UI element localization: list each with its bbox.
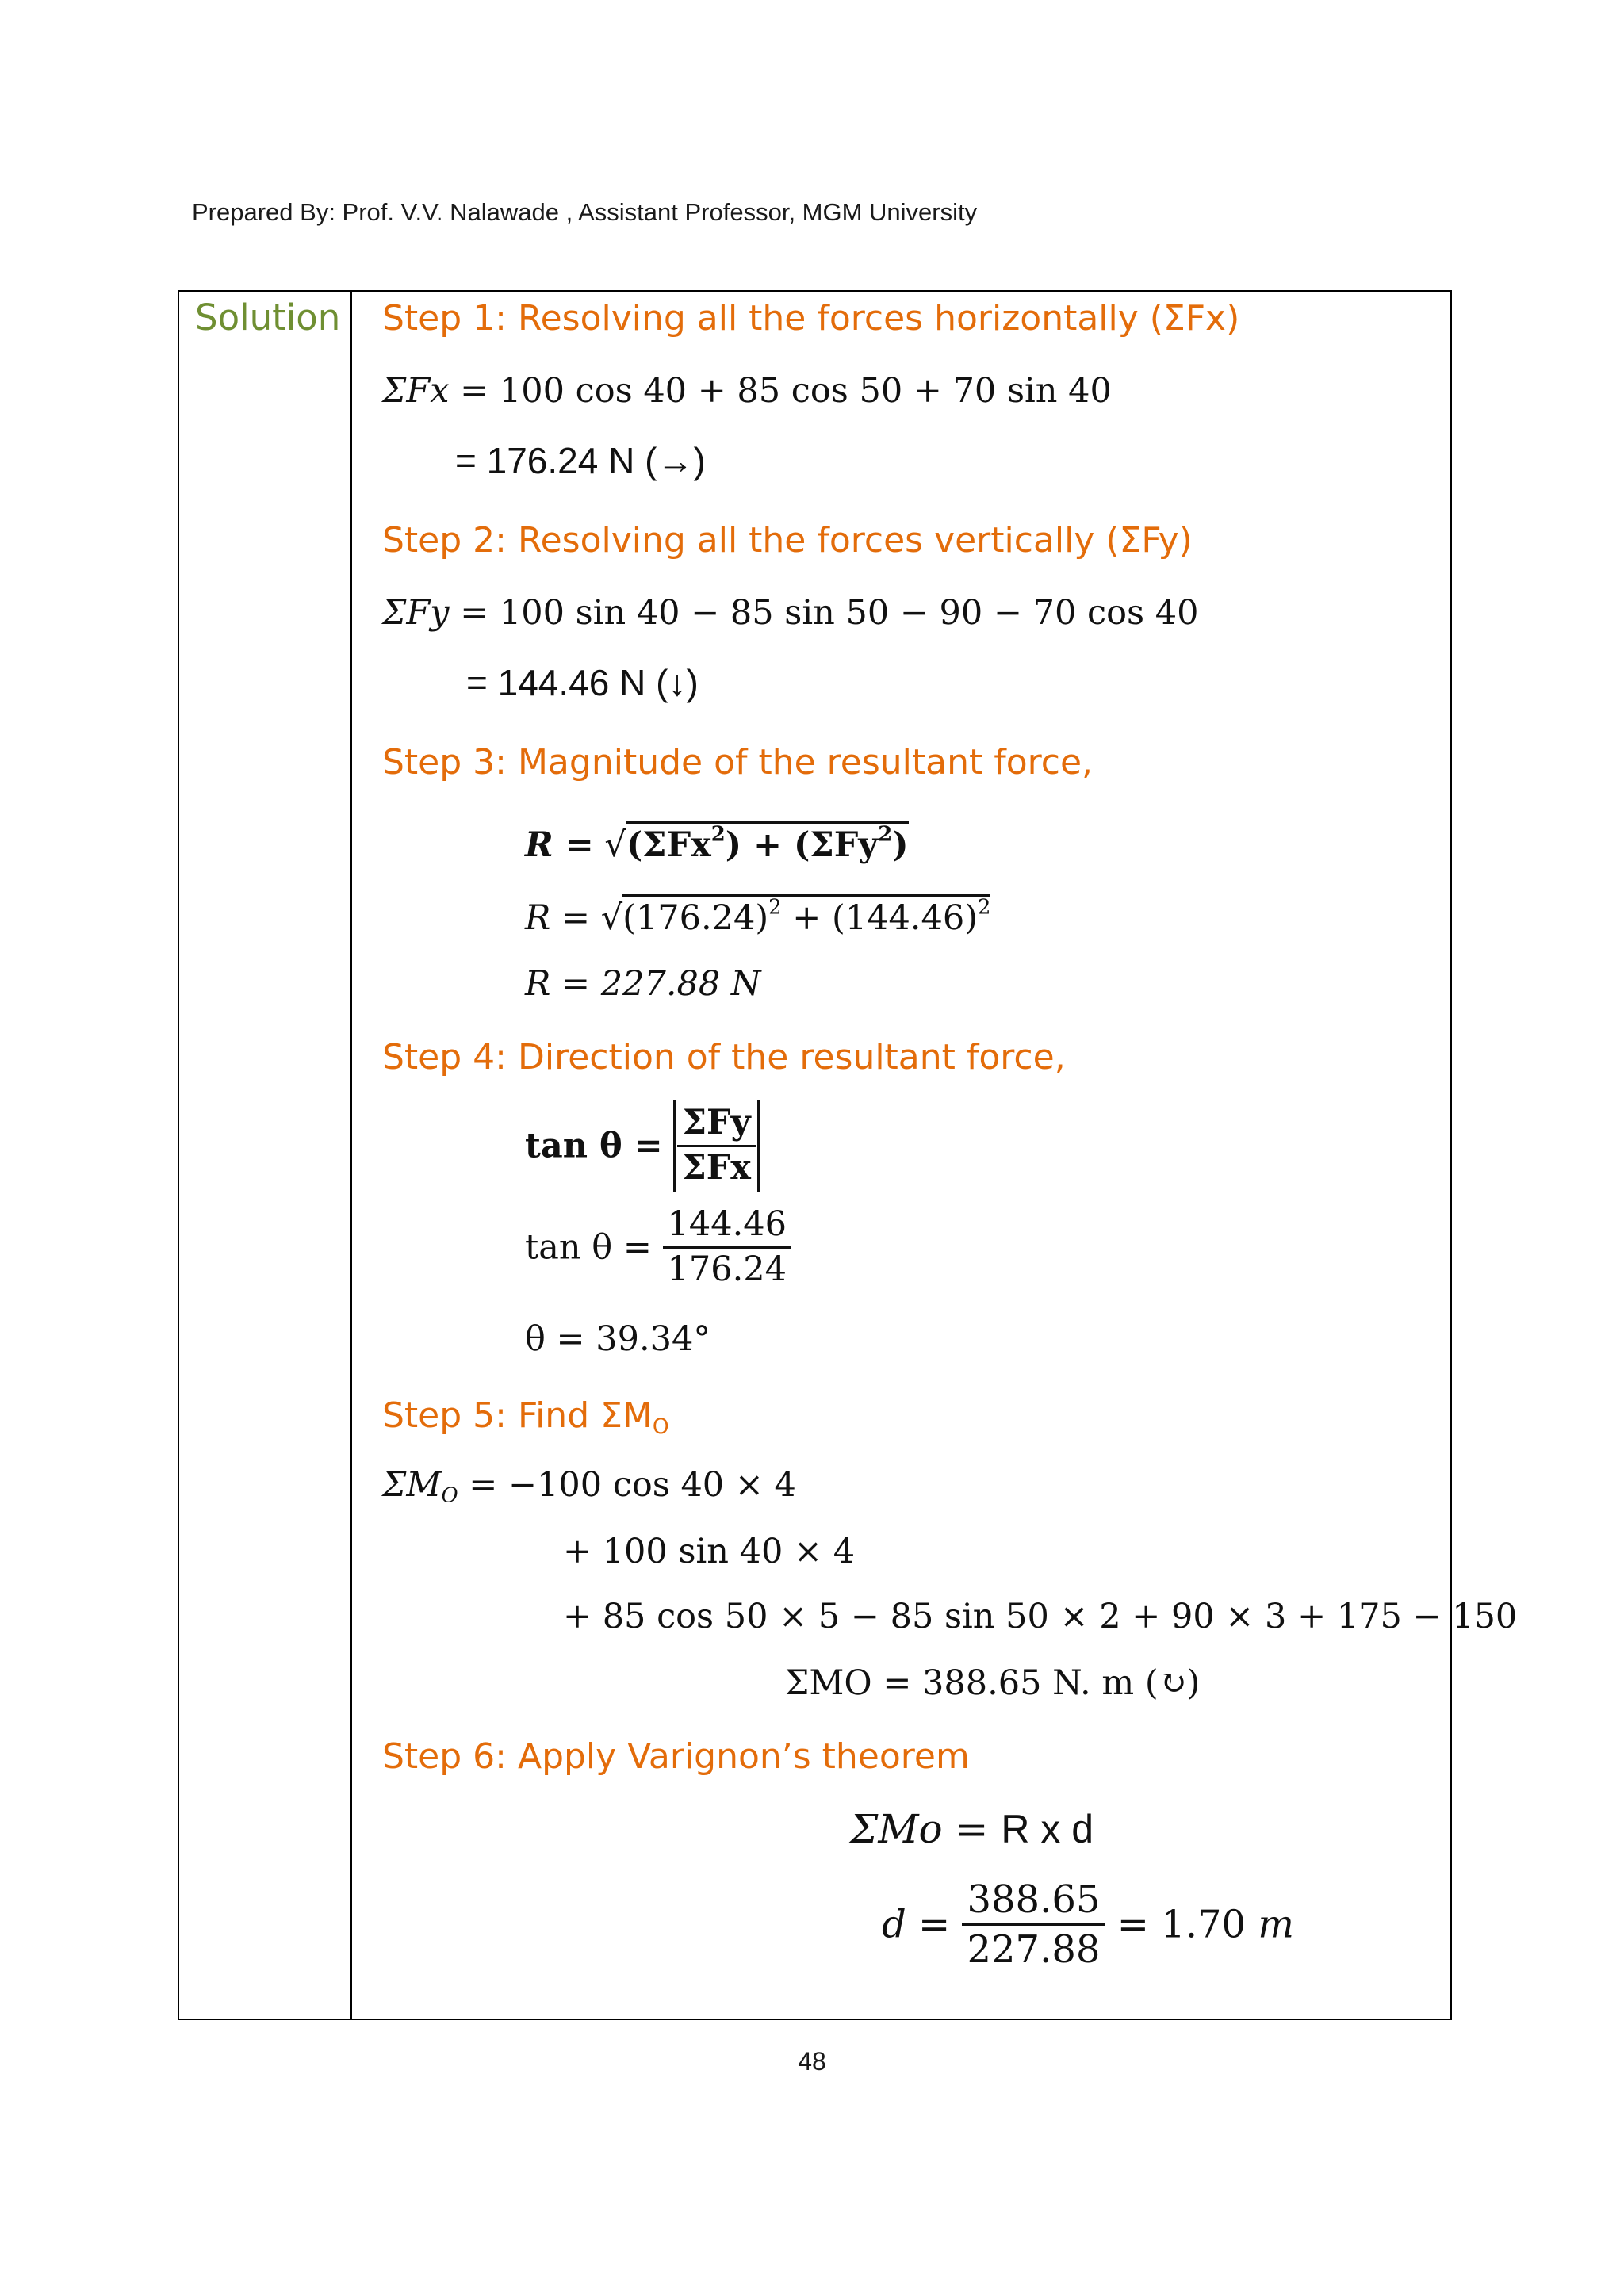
distance-equation: d = $\frac{388.65}{227.88}$ = 1.70 m bbox=[882, 1877, 1294, 1972]
sum-fx-result: = 176.24 N (→) bbox=[455, 440, 706, 481]
sqrt-symbol: √(ΣFx$^2$) + (ΣFy$^2$) bbox=[604, 822, 909, 865]
sum-fx-rhs: = 100 cos 40 + 85 cos 50 + 70 sin 40 bbox=[460, 371, 1112, 411]
solution-content bbox=[366, 292, 1518, 2019]
moment-equation-line-1: $\Sigma M_O = -100$ cos 40 × 4 bbox=[382, 1465, 796, 1508]
moment-result: ΣMO = 388.65 N. m (↻) bbox=[785, 1663, 1201, 1703]
resultant-substitution bbox=[525, 894, 990, 938]
tan-substitution-lhs: tan θ = bbox=[525, 1227, 652, 1268]
distance-fraction: $\frac{388.65}{227.88}$ bbox=[962, 1876, 1105, 1973]
column-divider bbox=[350, 292, 352, 2019]
moment-equation-line-2: + 100 sin 40 × 4 bbox=[563, 1532, 856, 1571]
step-1-heading: Step 1: Resolving all the forces horizontally (ΣFx) bbox=[382, 298, 1240, 339]
page-number: 48 bbox=[798, 2047, 826, 2076]
step-5-heading: Step 5: Find $\Sigma M_O$ bbox=[382, 1395, 669, 1439]
solution-table bbox=[178, 290, 1518, 2020]
sum-fy-result: = 144.46 N (↓) bbox=[466, 662, 699, 703]
absolute-value-bars: $\frac{\text{ΣFy}}{\text{ΣFx}}$ bbox=[673, 1100, 760, 1192]
resultant-formula-lhs: R = bbox=[525, 825, 594, 865]
tan-formula-lhs: tan θ = bbox=[525, 1126, 663, 1166]
moment-equation-line-3: + 85 cos 50 × 5 − 85 sin 50 × 2 + 90 × 3 + 175 − 150 bbox=[563, 1597, 1518, 1636]
sum-fy-lhs: ΣFy bbox=[382, 593, 450, 633]
page-header: Prepared By: Prof. V.V. Nalawade , Assistant Professor, MGM University bbox=[192, 198, 978, 226]
step-2-heading: Step 2: Resolving all the forces vertically (ΣFy) bbox=[382, 520, 1193, 561]
resultant-substitution-lhs: R = bbox=[525, 898, 591, 938]
step-6-heading: Step 6: Apply Varignon’s theorem bbox=[382, 1736, 970, 1777]
varignon-equation: ΣMo = R x d bbox=[850, 1806, 1094, 1852]
step-4-heading: Step 4: Direction of the resultant force, bbox=[382, 1037, 1066, 1077]
tan-fraction: $\frac{144.46}{176.24}$ bbox=[663, 1203, 791, 1292]
sqrt-symbol: $√(176.24)^2 + (144.46)^2$ bbox=[600, 895, 991, 938]
step-3-heading: Step 3: Magnitude of the resultant force, bbox=[382, 742, 1094, 783]
resultant-value: R = 227.88 N bbox=[525, 964, 761, 1004]
sum-fx-equation bbox=[382, 371, 1112, 411]
solution-label: Solution bbox=[195, 297, 341, 339]
resultant-formula bbox=[525, 821, 909, 865]
theta-value: θ = 39.34° bbox=[525, 1319, 710, 1359]
sum-fy-rhs: = 100 sin 40 − 85 sin 50 − 90 − 70 cos 40 bbox=[460, 593, 1199, 633]
sum-fy-equation bbox=[382, 593, 1198, 633]
tan-formula bbox=[525, 1100, 760, 1192]
sum-fx-lhs: ΣFx bbox=[382, 371, 450, 411]
tan-substitution bbox=[525, 1203, 791, 1292]
